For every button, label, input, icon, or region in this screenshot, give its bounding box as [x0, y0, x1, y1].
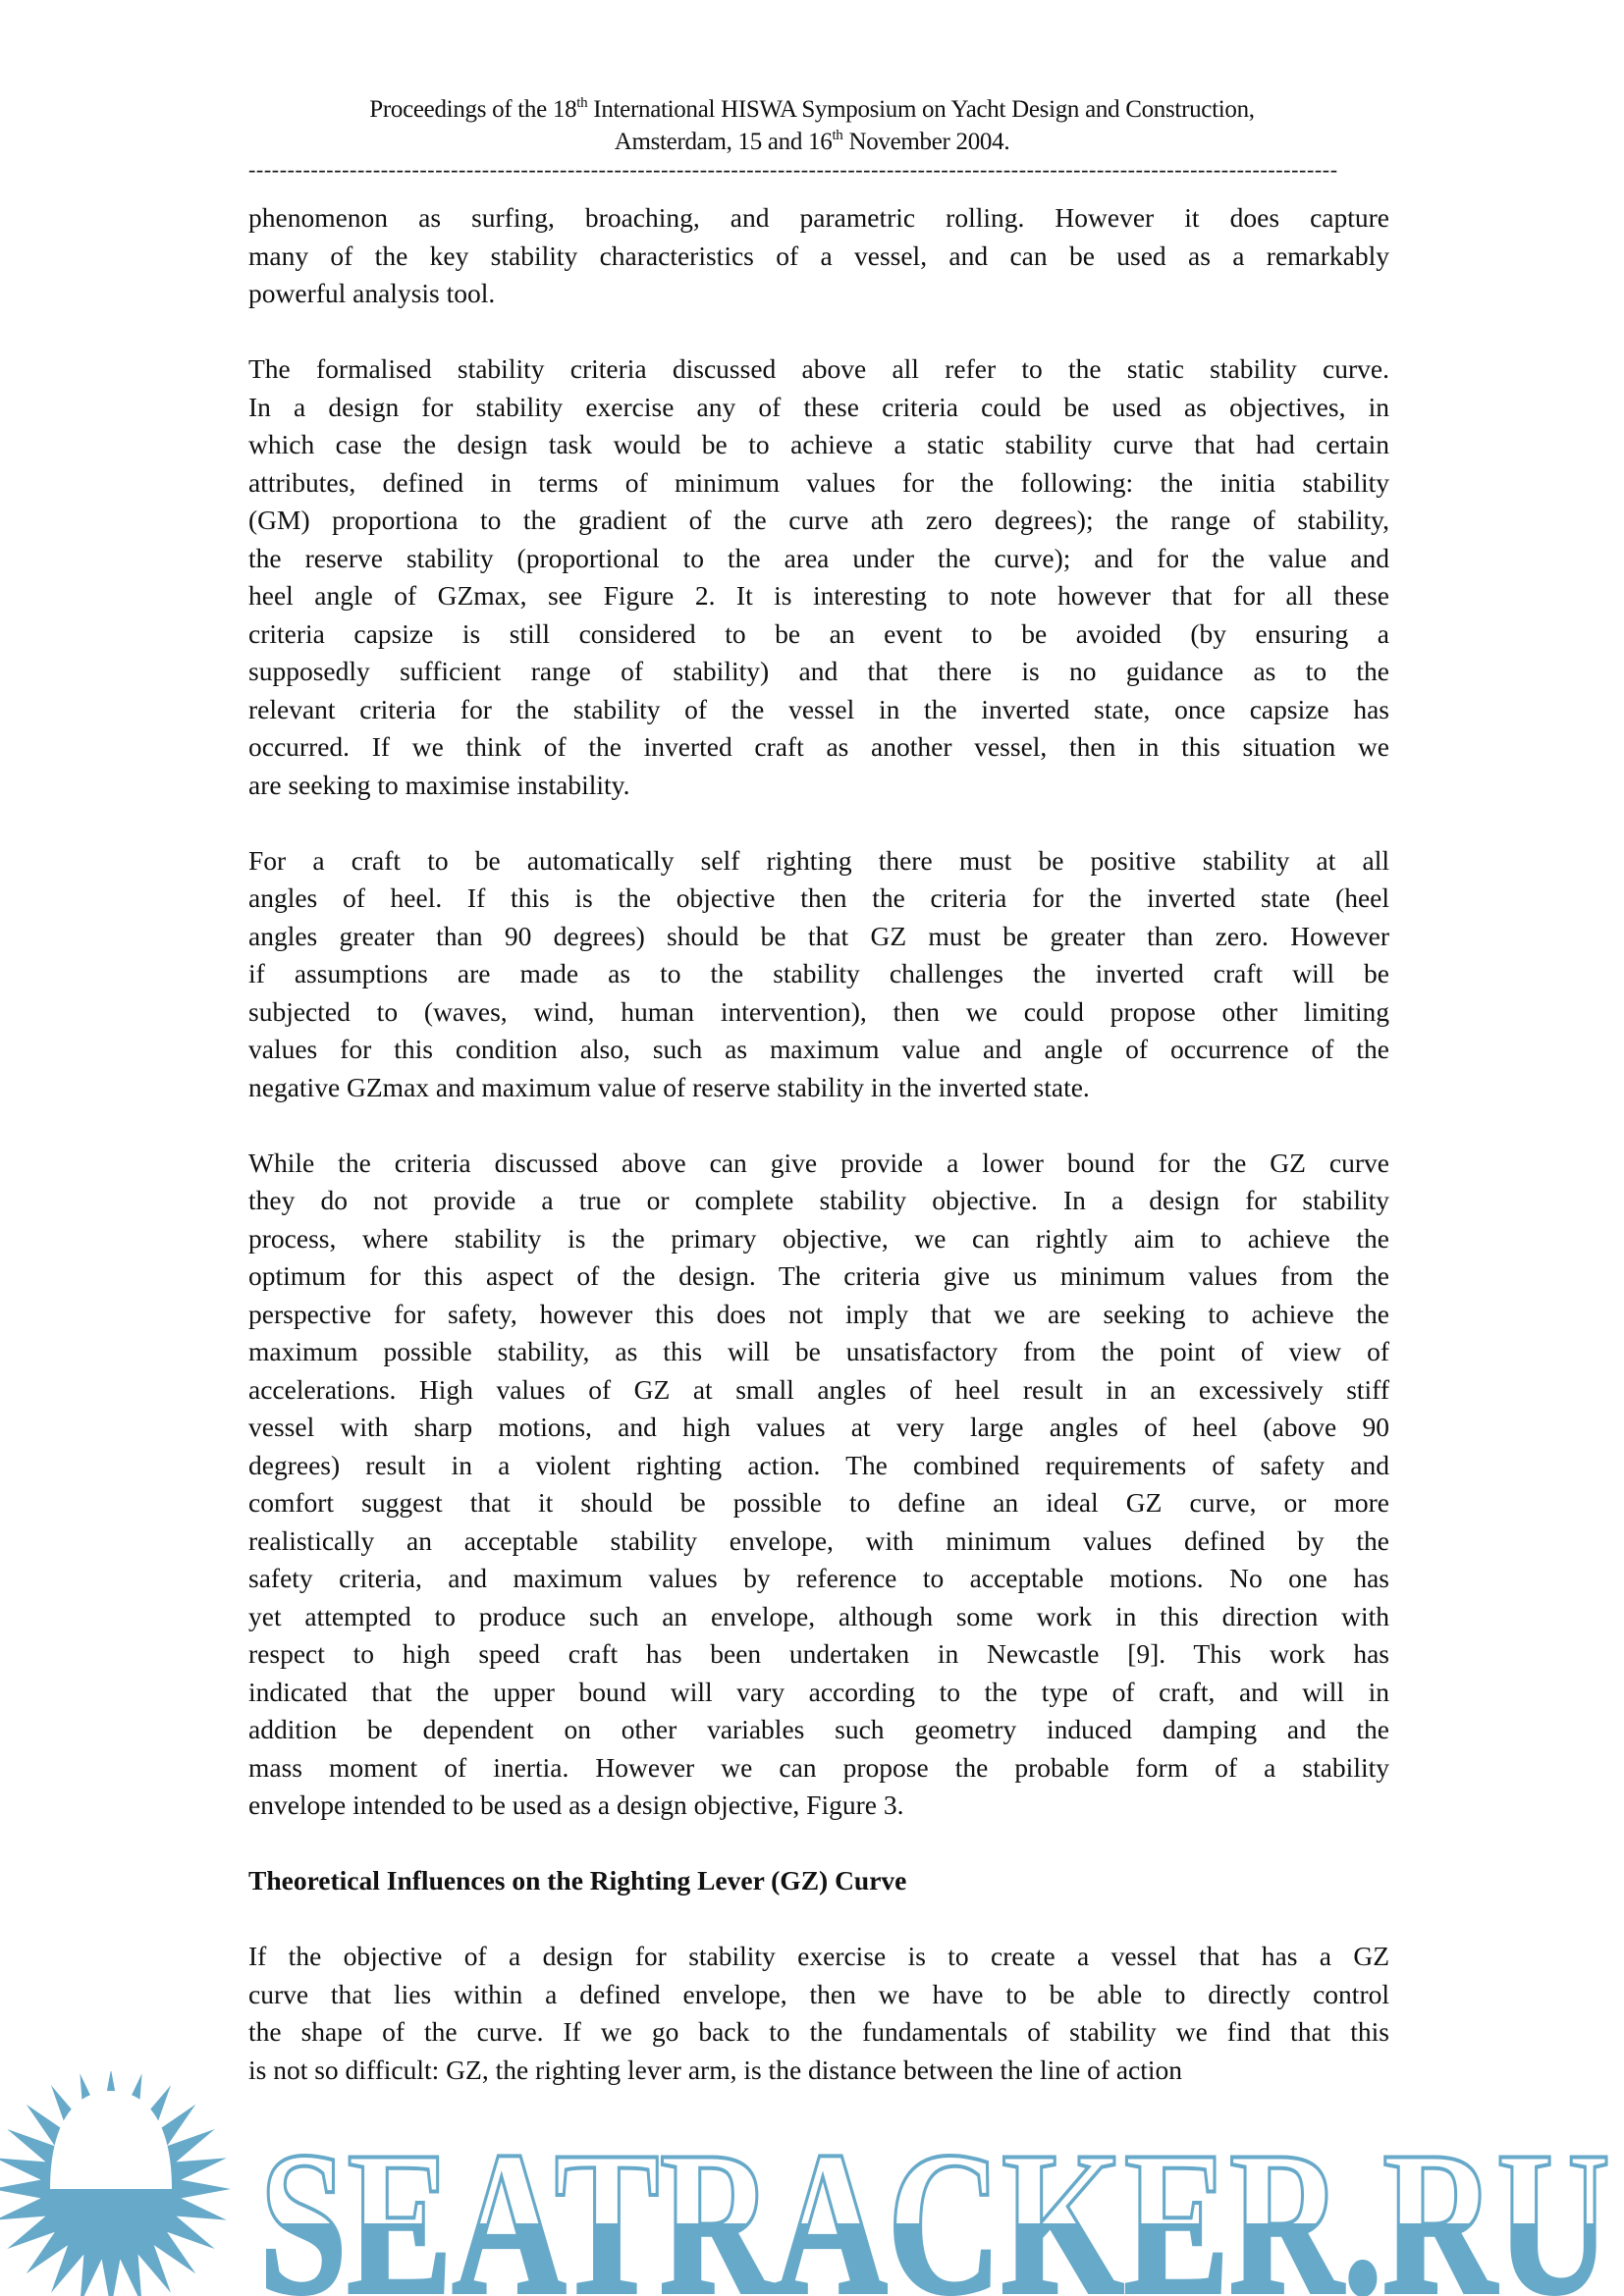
text-line: the reserve stability (proportional to the area under the curve); and for the value and	[248, 542, 1389, 573]
text-line: negative GZmax and maximum value of reserve stability in the inverted state.	[248, 1071, 1090, 1102]
text-line: heel angle of GZmax, see Figure 2. It is interesting to note however that for all these	[248, 580, 1389, 611]
text-line: mass moment of inertia. However we can propose the probable form of a stability	[248, 1751, 1389, 1783]
text-line: criteria capsize is still considered to be an event to be avoided (by ensuring a	[248, 617, 1389, 649]
seatracker-watermark	[0, 2071, 1624, 2296]
header-superscript: th	[576, 95, 588, 111]
header-superscript: th	[832, 128, 843, 143]
header-dashed-rule: --------------------------------------------------------------------------------------------------------------------------------------------	[248, 157, 1338, 182]
text-line: attributes, defined in terms of minimum values for the following: the initia stability	[248, 466, 1389, 498]
text-line: respect to high speed craft has been undertaken in Newcastle [9]. This work has	[248, 1638, 1389, 1669]
text-line: indicated that the upper bound will vary according to the type of craft, and will in	[248, 1676, 1389, 1707]
section-heading: Theoretical Influences on the Righting Lever (GZ) Curve	[248, 1865, 907, 1896]
text-line: envelope intended to be used as a design objective, Figure 3.	[248, 1789, 904, 1820]
text-line: degrees) result in a violent righting action. The combined requirements of safety and	[248, 1449, 1389, 1480]
text-line: addition be dependent on other variables such geometry induced damping and the	[248, 1714, 1389, 1744]
header-text: International HISWA Symposium on Yacht Design and Construction,	[587, 96, 1255, 123]
text-line: subjected to (waves, wind, human intervention), then we could propose other limiting	[248, 995, 1389, 1027]
text-line: phenomenon as surfing, broaching, and parametric rolling. However it does capture	[248, 202, 1389, 233]
watermark-text: SEATRACKER.RU	[259, 2109, 1610, 2296]
text-line: powerful analysis tool.	[248, 278, 496, 308]
text-line: comfort suggest that it should be possible to define an ideal GZ curve, or more	[248, 1487, 1389, 1518]
text-line: optimum for this aspect of the design. The criteria give us minimum values from the	[248, 1260, 1389, 1291]
text-line: if assumptions are made as to the stability challenges the inverted craft will be	[248, 958, 1389, 988]
text-line: is not so difficult: GZ, the righting lever arm, is the distance between the line of action	[248, 2054, 1183, 2085]
paragraph	[248, 1145, 1389, 1825]
header-text: November 2004.	[842, 129, 1010, 155]
text-line: maximum possible stability, as this will be unsatisfactory from the point of view of	[248, 1336, 1389, 1366]
document-body	[248, 199, 1389, 2127]
text-line: In a design for stability exercise any of these criteria could be used as objectives, in	[248, 391, 1389, 422]
text-line: The formalised stability criteria discussed above all refer to the static stability curve.	[248, 353, 1389, 384]
sun-icon	[0, 2071, 231, 2296]
text-line: many of the key stability characteristics of a vessel, and can be used as a remarkably	[248, 240, 1389, 271]
paragraph	[248, 350, 1389, 804]
text-line: yet attempted to produce such an envelope, although some work in this direction with	[248, 1600, 1389, 1631]
proceedings-header-line1	[0, 96, 1624, 124]
text-line: values for this condition also, such as maximum value and angle of occurrence of the	[248, 1034, 1389, 1064]
text-line: process, where stability is the primary objective, we can rightly aim to achieve the	[248, 1222, 1389, 1254]
paragraph	[248, 1938, 1389, 2089]
header-text: Proceedings of the 18	[369, 96, 577, 123]
text-line: they do not provide a true or complete stability objective. In a design for stability	[248, 1185, 1389, 1215]
text-line: While the criteria discussed above can give provide a lower bound for the GZ curve	[248, 1147, 1389, 1178]
text-line: supposedly sufficient range of stability) and that there is no guidance as to the	[248, 656, 1389, 686]
text-line: For a craft to be automatically self righting there must be positive stability at all	[248, 844, 1389, 876]
text-line: accelerations. High values of GZ at small angles of heel result in an excessively stiff	[248, 1373, 1389, 1405]
text-line: which case the design task would be to achieve a static stability curve that had certain	[248, 429, 1389, 459]
text-line: safety criteria, and maximum values by reference to acceptable motions. No one has	[248, 1563, 1389, 1593]
paragraph	[248, 842, 1389, 1107]
proceedings-header-line2	[0, 129, 1624, 156]
text-line: (GM) proportiona to the gradient of the curve ath zero degrees); the range of stability,	[248, 505, 1389, 535]
text-line: the shape of the curve. If we go back to the fundamentals of stability we find that this	[248, 2016, 1389, 2047]
text-line: vessel with sharp motions, and high values at very large angles of heel (above 90	[248, 1412, 1389, 1442]
text-line: curve that lies within a defined envelope, then we have to be able to directly control	[248, 1978, 1389, 2009]
text-line: occurred. If we think of the inverted craft as another vessel, then in this situation we	[248, 731, 1389, 762]
text-line: perspective for safety, however this does not imply that we are seeking to achieve the	[248, 1298, 1389, 1329]
text-line: angles greater than 90 degrees) should be that GZ must be greater than zero. However	[248, 920, 1389, 951]
text-line: realistically an acceptable stability envelope, with minimum values defined by the	[248, 1524, 1389, 1556]
header-text: Amsterdam, 15 and 16	[614, 129, 833, 155]
paragraph	[248, 199, 1389, 313]
text-line: angles of heel. If this is the objective then the criteria for the inverted state (heel	[248, 882, 1389, 913]
text-line: relevant criteria for the stability of the vessel in the inverted state, once capsize has	[248, 693, 1389, 724]
text-line: If the objective of a design for stability exercise is to create a vessel that has a GZ	[248, 1941, 1389, 1971]
text-line: are seeking to maximise instability.	[248, 769, 630, 800]
